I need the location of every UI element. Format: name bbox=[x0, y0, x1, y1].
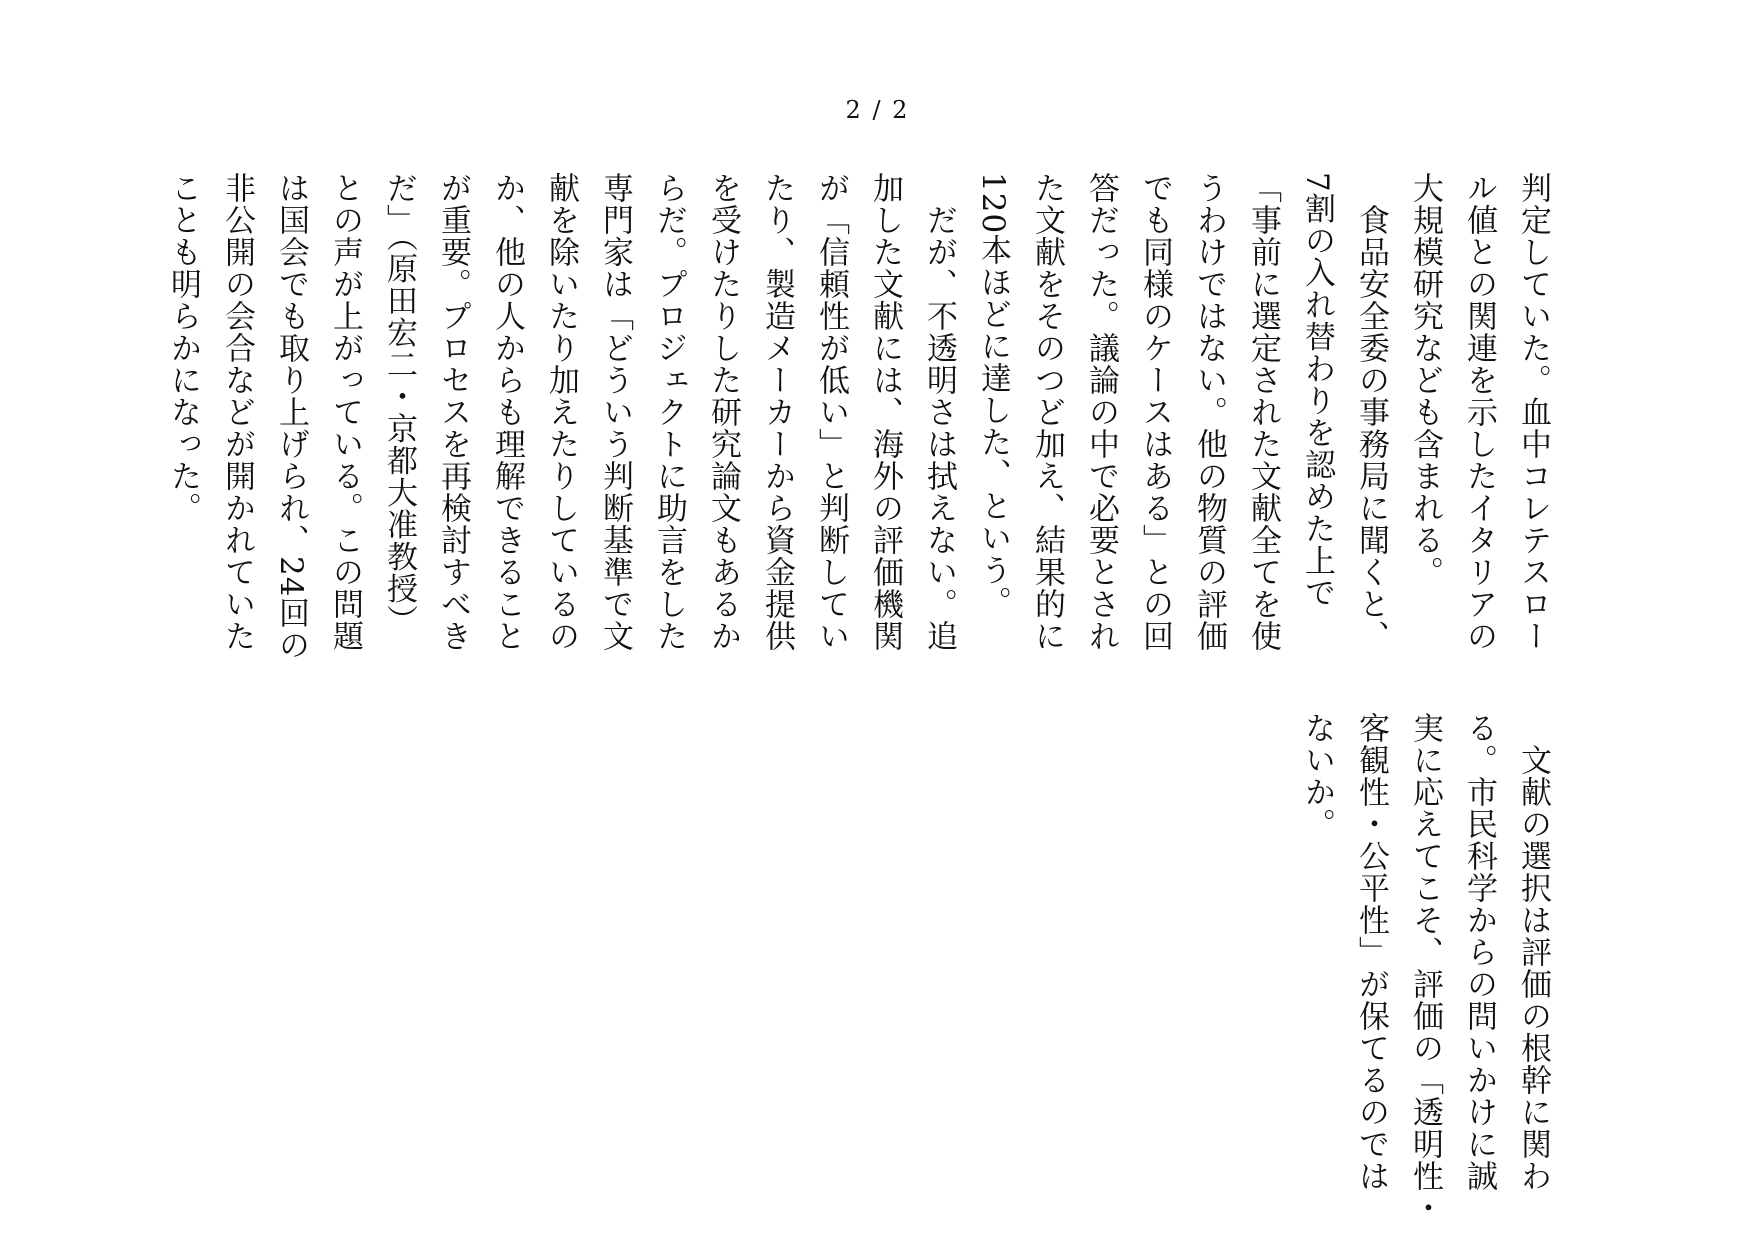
page-number: 2 / 2 bbox=[845, 96, 910, 124]
article-body-upper-column: 判定していた。血中コレテスロー ル値との関連を示したイタリアの 大規模研究なども含まれる。 食品安全委の事務局に聞くと、 7割の入れ替わりを認めた上で 「事前に選定された文献全てを使 うわけではない。他の物質の評価 でも同様のケースはある」との回 答だった。議論の中で必要とされ た文献をそのつど加え、結果的に 120本ほどに達した、という。 だが、不透明さは拭えない。追 加した文献には、海外の評価機関 が「信頼性が低い」と判断してい たり、製造メーカーから資金提供 を受けたりした研究論文もあるか らだ。プロジェクトに助言をした 専門家は「どういう判断基準で文 献を除いたり加えたりしているの か、他の人からも理解できること が重要。プロセスを再検討すべき だ」（原田宏二・京都大准教授） との声が上がっている。この問題 は国会でも取り上げられ、24回の 非公開の会合などが開かれていた ことも明らかになった。 bbox=[165, 172, 1551, 662]
article-body-lower-column: 文献の選択は評価の根幹に関わ る。市民科学からの問いかけに誠 実に応えてこそ、評価の「透明性・ 客観性・公平性」が保てるのでは ないか。 bbox=[1299, 712, 1551, 1224]
